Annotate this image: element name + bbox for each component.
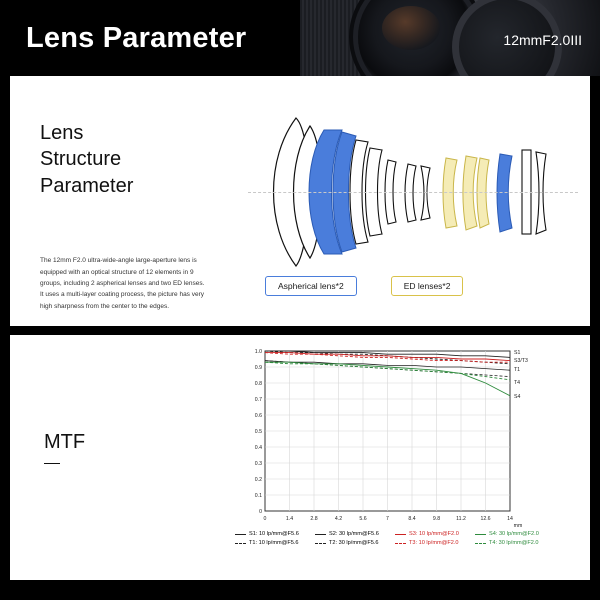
legend-label-s4: S4: 30 lp/mm@F2.0 (489, 531, 539, 537)
svg-text:0.5: 0.5 (254, 429, 262, 435)
svg-text:14: 14 (507, 516, 513, 522)
legend-aspherical-lens: Aspherical lens*2 (265, 276, 357, 296)
mtf-legend-item-t3 (395, 540, 475, 546)
legend-swatch-t1 (235, 543, 246, 544)
legend-swatch-t2 (315, 543, 326, 544)
lens-cross-section-diagram (238, 96, 586, 286)
svg-text:0.1: 0.1 (254, 493, 262, 499)
svg-text:0.6: 0.6 (254, 413, 262, 419)
lens-structure-text-block (40, 120, 230, 312)
lens-structure-title-line-2: Structure (40, 148, 122, 171)
lens-diagram-legend (265, 276, 463, 296)
mtf-legend-item-s4 (475, 531, 555, 537)
legend-ed-lens: ED lenses*2 (391, 276, 464, 296)
optical-axis-line (248, 192, 578, 193)
mtf-legend-item-t2 (315, 540, 395, 546)
mtf-legend-item-s3 (395, 531, 475, 537)
curve-tag-s4: S4 (514, 394, 521, 400)
svg-text:1.4: 1.4 (285, 516, 294, 522)
svg-text:2.8: 2.8 (310, 516, 318, 522)
legend-label-t1: T1: 10 lp/mm@F5.6 (249, 540, 299, 546)
svg-text:0.7: 0.7 (254, 397, 262, 403)
svg-text:0: 0 (263, 516, 267, 522)
svg-text:0.3: 0.3 (254, 461, 262, 467)
lens-model-label: 12mmF2.0III (503, 32, 582, 48)
lens-structure-title-line-3: Parameter (40, 174, 134, 197)
svg-text:0.2: 0.2 (254, 477, 262, 483)
curve-tag-s3t3: S3/T3 (514, 358, 528, 364)
svg-text:8.4: 8.4 (408, 516, 416, 522)
lens-elements-svg (238, 96, 586, 286)
svg-text:5.6: 5.6 (359, 516, 367, 522)
legend-label-s3: S3: 10 lp/mm@F2.0 (409, 531, 459, 537)
legend-swatch-s3 (395, 534, 406, 535)
lens-structure-panel (10, 76, 590, 326)
lens-structure-description: The 12mm F2.0 ultra-wide-angle large-aperture lens is equipped with an optical structure of 12 elements in 9 groups, including 2 aspherical lenses and two ED lenses. It uses a multi-layer coating process, the picture has very high sharpness from the center to the edges. (40, 257, 205, 310)
legend-label-s1: S1: 10 lp/mm@F5.6 (249, 531, 299, 537)
legend-label-t4: T4: 30 lp/mm@F2.0 (489, 540, 539, 546)
curve-tag-t4: T4 (514, 380, 521, 386)
legend-swatch-s2 (315, 534, 326, 535)
svg-text:11.2: 11.2 (456, 516, 466, 522)
mtf-legend (235, 531, 555, 549)
legend-label-s2: S2: 30 lp/mm@F5.6 (329, 531, 379, 537)
svg-text:4.2: 4.2 (334, 516, 343, 522)
svg-text:0.8: 0.8 (254, 381, 262, 387)
legend-label-t2: T2: 30 lp/mm@F5.6 (329, 540, 379, 546)
lens-structure-title (40, 120, 230, 199)
page-title: Lens Parameter (26, 22, 247, 54)
camera-grip-decor (300, 0, 362, 76)
lens-structure-title-line-1: Lens (40, 122, 84, 144)
svg-text:0: 0 (259, 509, 262, 515)
curve-tag-t1: T1 (514, 367, 521, 373)
svg-text:9.8: 9.8 (432, 516, 441, 522)
mtf-underline-decor (44, 463, 60, 464)
svg-text:0.9: 0.9 (254, 365, 262, 371)
mtf-chart (235, 343, 545, 528)
mtf-legend-item-t4 (475, 540, 555, 546)
mtf-legend-item-s1 (235, 531, 315, 537)
svg-text:1.0: 1.0 (254, 349, 262, 355)
mtf-legend-row-s (235, 531, 555, 537)
mtf-legend-item-t1 (235, 540, 315, 546)
page-header (0, 0, 600, 76)
mtf-panel (10, 335, 590, 580)
curve-tag-s1: S1 (514, 350, 521, 356)
svg-text:12.6: 12.6 (480, 516, 491, 522)
svg-text:0.4: 0.4 (254, 445, 262, 451)
legend-swatch-s4 (475, 534, 486, 535)
legend-swatch-s1 (235, 534, 246, 535)
legend-swatch-t3 (395, 543, 406, 544)
mtf-chart-svg (235, 343, 545, 528)
svg-text:mm: mm (513, 523, 523, 528)
legend-swatch-t4 (475, 543, 486, 544)
mtf-legend-row-t (235, 540, 555, 546)
mtf-section-label: MTF (44, 431, 86, 453)
mtf-legend-item-s2 (315, 531, 395, 537)
svg-text:7: 7 (386, 516, 389, 522)
legend-label-t3: T3: 10 lp/mm@F2.0 (409, 540, 459, 546)
